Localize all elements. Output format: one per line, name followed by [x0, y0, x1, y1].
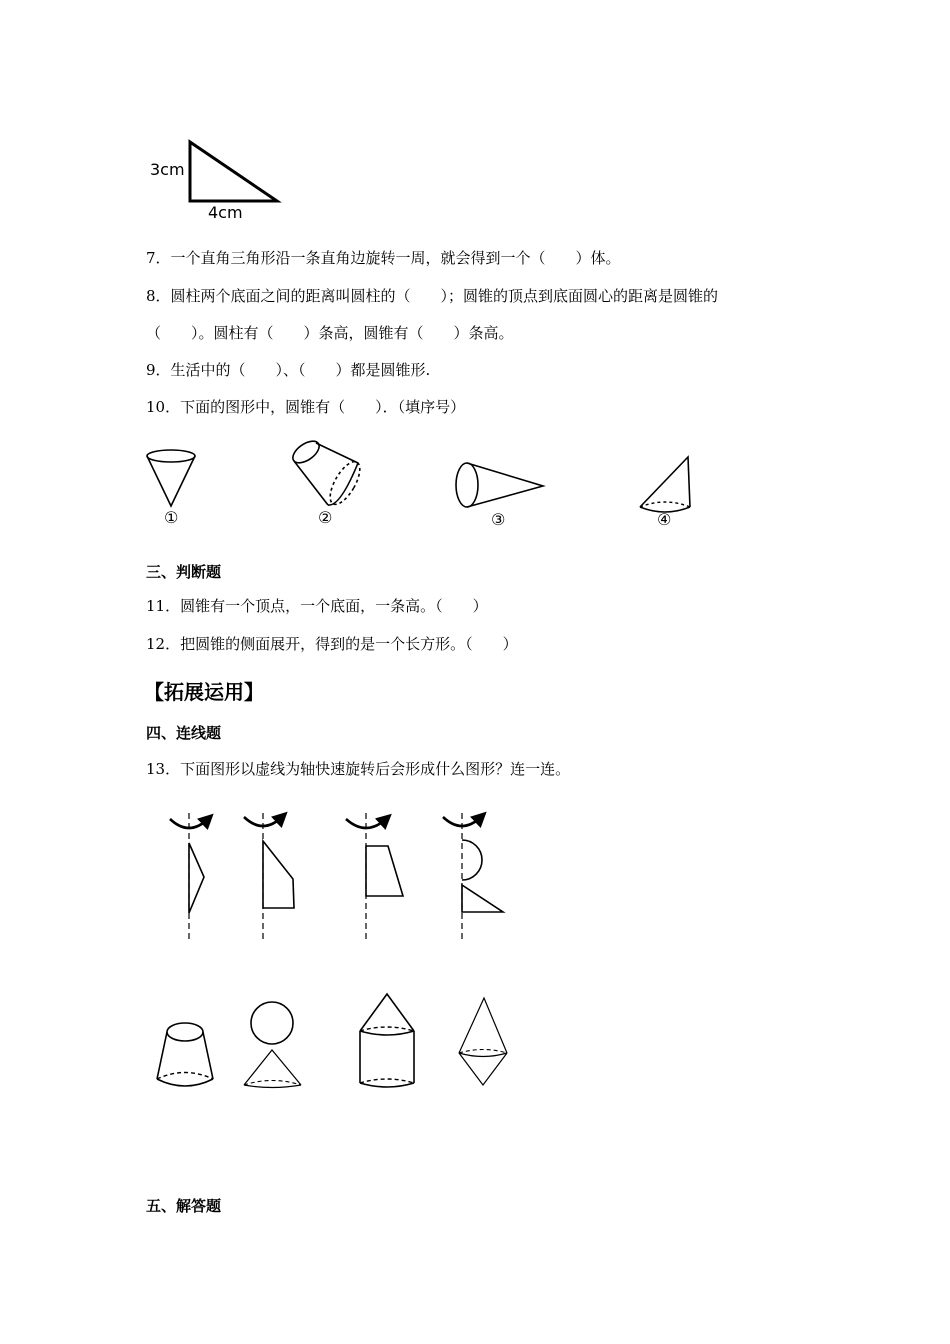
question-9: 9．生活中的（ ）、（ ）都是圆锥形.	[146, 361, 431, 379]
shape-4-number: ④	[657, 510, 672, 529]
solid-figures	[150, 990, 530, 1100]
rotation-figure-2	[244, 813, 294, 943]
question-7: 7．一个直角三角形沿一条直角边旋转一周，就会得到一个（ ）体。	[146, 249, 621, 267]
rotation-figure-1	[170, 813, 208, 943]
question-12: 12．把圆锥的侧面展开，得到的是一个长方形。（ ）	[146, 635, 518, 653]
shape-3-sideways-cone	[456, 463, 543, 529]
shape-1-inverted-cone	[147, 450, 195, 527]
question-10: 10．下面的图形中，圆锥有（ ）．（填序号）	[146, 398, 466, 416]
rotation-figure-3	[346, 813, 403, 943]
solid-cone-on-cylinder	[360, 994, 414, 1087]
shape-3-number: ③	[491, 510, 506, 529]
solid-sphere-and-cone	[244, 1002, 301, 1088]
right-triangle	[190, 142, 277, 201]
shape-1-number: ①	[164, 508, 179, 527]
shape-2-number: ②	[318, 508, 333, 527]
question-8-line-2: （ ）。圆柱有（ ）条高，圆锥有（ ）条高。	[146, 324, 514, 342]
section-extend-heading: 【拓展运用】	[144, 680, 264, 704]
solid-double-cone	[459, 998, 507, 1085]
rotation-figures	[150, 805, 530, 950]
question-8-line-1: 8．圆柱两个底面之间的距离叫圆柱的（ ）；圆锥的顶点到底面圆心的距离是圆锥的	[146, 287, 719, 305]
section-answer-heading: 五、解答题	[146, 1197, 222, 1215]
section-judge-heading: 三、判断题	[146, 563, 222, 581]
question-11: 11．圆锥有一个顶点，一个底面，一条高。（ ）	[146, 597, 488, 615]
rotation-figure-4	[443, 813, 503, 943]
triangle-height-label: 3cm	[150, 160, 185, 179]
section-connect-heading: 四、连线题	[146, 724, 222, 742]
triangle-base-label: 4cm	[208, 203, 243, 222]
question-10-shapes	[130, 425, 710, 540]
right-triangle-figure	[140, 130, 290, 225]
shape-4-leaning-cone	[640, 457, 690, 529]
solid-frustum	[157, 1023, 213, 1086]
shape-2-frustum	[289, 437, 366, 527]
question-13: 13．下面图形以虚线为轴快速旋转后会形成什么图形？连一连。	[146, 760, 571, 778]
